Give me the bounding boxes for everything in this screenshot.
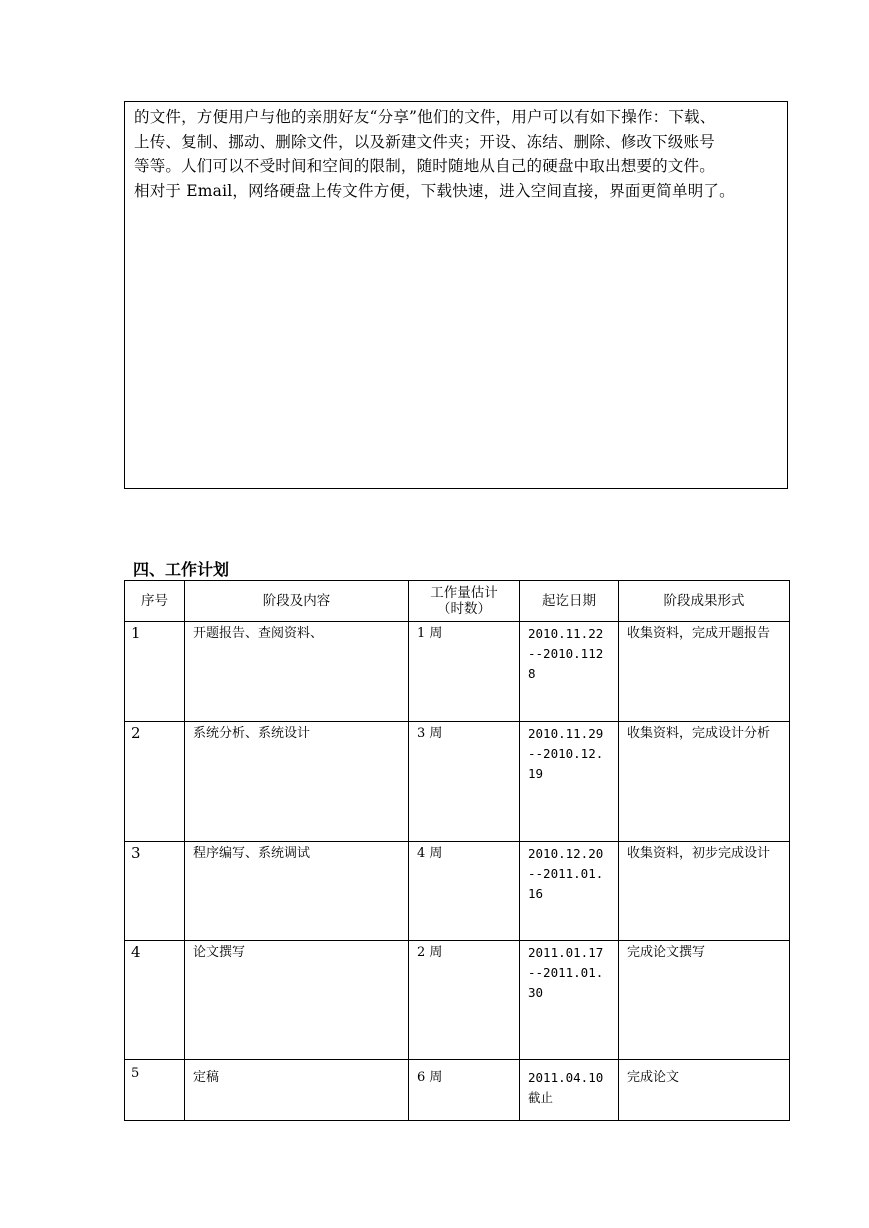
- header-workload-line2: （时数）: [437, 601, 491, 617]
- table-row: [125, 1060, 790, 1121]
- row-workload: 6 周: [417, 1070, 443, 1085]
- row-dates: 2010.12.20--2011.01.16: [528, 846, 604, 901]
- intro-line: 上传、复制、挪动、删除文件，以及新建文件夹；开设、冻结、删除、修改下级账号: [134, 132, 715, 151]
- row-index: 5: [131, 1066, 140, 1081]
- intro-line: 等等。人们可以不受时间和空间的限制，随时随地从自己的硬盘中取出想要的文件。: [134, 157, 715, 175]
- intro-line: 相对于 Email，网络硬盘上传文件方便，下载快速，进入空间直接，界面更简单明了。: [134, 181, 735, 200]
- work-plan-table: [124, 580, 790, 1121]
- row-stage: 论文撰写: [193, 945, 246, 960]
- row-index: 4: [131, 943, 141, 961]
- row-result: 完成论文: [627, 1070, 680, 1085]
- header-stage: 阶段及内容: [185, 581, 409, 622]
- row-dates: 2011.01.17--2011.01.30: [528, 945, 604, 1000]
- row-dates: 2011.04.10截止: [528, 1070, 604, 1105]
- intro-line: 的文件，方便用户与他的亲朋好友“分享”他们的文件，用户可以有如下操作：下载、: [134, 108, 716, 126]
- row-workload: 1 周: [417, 626, 443, 641]
- header-dates: 起讫日期: [520, 581, 619, 622]
- row-result: 收集资料，初步完成设计: [627, 846, 771, 861]
- section-title: 四、工作计划: [133, 560, 230, 579]
- row-workload: 2 周: [417, 945, 443, 960]
- row-workload: 3 周: [417, 726, 443, 741]
- intro-paragraph: [125, 102, 787, 203]
- header-workload: [409, 581, 520, 622]
- row-result: 收集资料，完成设计分析: [627, 726, 771, 741]
- row-index: 1: [131, 624, 141, 642]
- row-result: 完成论文撰写: [627, 945, 706, 960]
- row-index: 3: [131, 844, 141, 862]
- header-result: 阶段成果形式: [619, 581, 790, 622]
- table-row: [125, 842, 790, 941]
- row-result: 收集资料，完成开题报告: [627, 626, 771, 641]
- row-stage: 程序编写、系统调试: [193, 846, 311, 861]
- table-header-row: [125, 581, 790, 622]
- row-stage: 定稿: [193, 1070, 220, 1085]
- row-dates: 2010.11.22--2010.1128: [528, 626, 604, 681]
- table-row: [125, 622, 790, 722]
- table-row: [125, 941, 790, 1060]
- table-row: [125, 722, 790, 842]
- row-stage: 系统分析、系统设计: [193, 726, 311, 741]
- header-workload-line1: 工作量估计: [430, 585, 498, 601]
- row-index: 2: [131, 724, 141, 742]
- row-stage: 开题报告、查阅资料、: [193, 626, 324, 641]
- intro-text-box: [124, 101, 788, 489]
- row-dates: 2010.11.29--2010.12.19: [528, 726, 604, 781]
- header-index: 序号: [125, 581, 185, 622]
- row-workload: 4 周: [417, 846, 443, 861]
